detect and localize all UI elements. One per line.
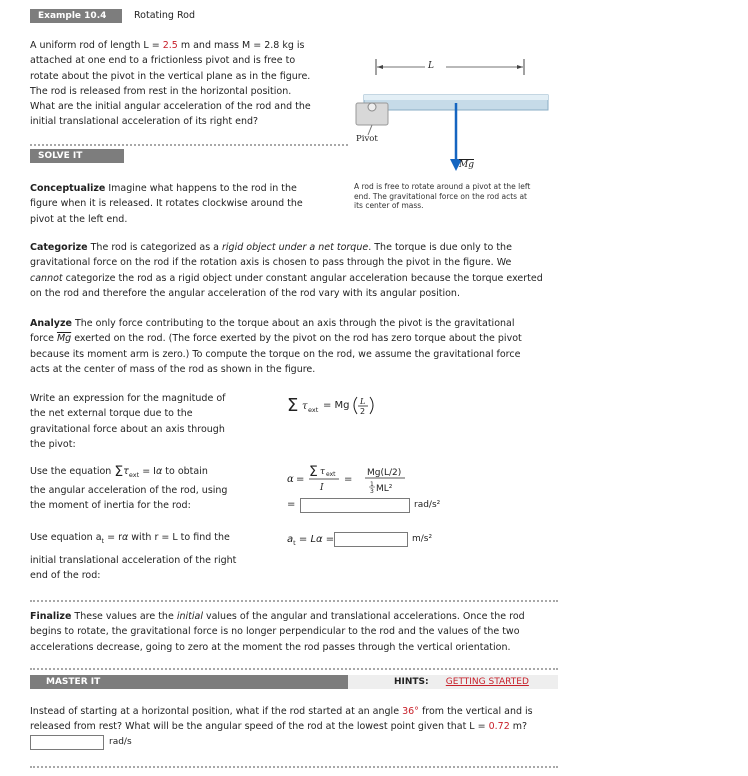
length-label: L — [428, 61, 434, 71]
accel-unit: m/s² — [412, 534, 433, 544]
svg-text:2: 2 — [360, 407, 366, 416]
angular-speed-unit: rad/s — [109, 737, 132, 747]
svg-text:Σ: Σ — [287, 395, 299, 416]
divider — [30, 668, 558, 670]
problem-statement: A uniform rod of length L = 2.5 m and mass M = 2.8 kg is attached at one end to a frictionless pivot and is free to rotate about the pivot in the vertical plane as in the figure. The rod is released from rest in the horizontal position. What are the initial angular acceleration of the rod and the initial translational acceleration of its right end? — [30, 40, 311, 128]
svg-text:τ: τ — [302, 401, 308, 412]
torque-equation — [287, 392, 407, 418]
alpha-equation — [287, 462, 417, 499]
svg-text:1: 1 — [370, 481, 374, 488]
alpha-unit: rad/s² — [414, 500, 441, 510]
pivot-label: Pivot — [356, 134, 378, 144]
rod-diagram — [350, 55, 550, 175]
master-it-text: Instead of starting at a horizontal position, what if the rod started at an angle 36° from the vertical and is released from rest? What will be the angular speed of the rod at the lowest point given that L = 0.72 m? — [30, 706, 533, 733]
categorize-section: Categorize The rod is categorized as a rigid object under a net torque. The torque is due only to the gravitational force on the rod if the rotation axis is chosen to pass through the pivot in the figure. We cannot categorize the rod as a rigid object under constant angular acceleration because the torque exerted on the rod and therefore the angular acceleration of the rod vary with its angular position. — [30, 242, 543, 299]
example-title: Rotating Rod — [134, 10, 195, 21]
hints-bar — [348, 675, 558, 689]
hints-label: HINTS: — [394, 677, 429, 687]
svg-text:I: I — [320, 483, 324, 493]
divider — [30, 144, 348, 146]
alpha-answer-input[interactable] — [300, 498, 410, 513]
svg-text:τ: τ — [320, 467, 325, 477]
divider — [30, 766, 558, 768]
svg-text:L: L — [360, 397, 366, 406]
analyze-section: Analyze The only force contributing to the torque about an axis through the pivot is the gravitational force $\overline{Mg}$ exerted on the rod. (The force exerted by the pivot on the rod has zero torque about the pivot because its moment arm is zero.) To compute the torque on the rod, we assume the gravitational force acts at the center of mass of the rod as shown in the figure. — [30, 318, 522, 375]
figure-caption: A rod is free to rotate around a pivot at the left end. The gravitational force on the rod acts at its center of mass. — [354, 182, 531, 210]
master-it-label: MASTER IT — [30, 675, 348, 689]
svg-text:=: = — [296, 474, 305, 485]
length-value-2: 0.72 — [488, 721, 510, 733]
svg-text:α: α — [287, 474, 294, 485]
angle-value: 36° — [402, 706, 419, 717]
getting-started-link[interactable]: GETTING STARTED — [445, 677, 529, 687]
length-value: 2.5 — [162, 40, 178, 51]
solve-it-label: SOLVE IT — [30, 149, 124, 163]
example-label: Example 10.4 — [30, 9, 122, 23]
equals-sign: = — [287, 499, 296, 510]
accel-equation: $a_t = L\alpha$ = — [287, 534, 335, 547]
svg-text:ML²: ML² — [376, 484, 393, 494]
svg-text:Σ: Σ — [309, 464, 318, 480]
svg-text:ext: ext — [308, 406, 319, 414]
step1-text: Write an expression for the magnitude of the net external torque due to the gravitational force about an axis through the pivot: — [30, 393, 226, 450]
step2-text: Use the equation $\Sigma\tau_{ext} = I\alpha$ to obtain the angular acceleration of the rod, using the moment of inertia for the rod: — [30, 464, 228, 512]
angular-speed-input[interactable] — [30, 735, 104, 750]
svg-text:ext: ext — [326, 471, 336, 478]
divider — [30, 600, 558, 602]
conceptualize-section: Conceptualize Imagine what happens to the rod in the figure when it is released. It rotates clockwise around the pivot at the left end. — [30, 183, 303, 225]
finalize-section: Finalize These values are the initial values of the angular and translational accelerations. Once the rod begins to rotate, the gravitational force is no longer perpendicular to the rod and the values of the two accelerations decrease, going to zero at the moment the rod passes through the vertical orientation. — [30, 611, 525, 653]
svg-text:=: = — [344, 474, 353, 485]
svg-text:Mg(L/2): Mg(L/2) — [367, 468, 402, 478]
svg-text:3: 3 — [370, 488, 374, 495]
rod-figure — [350, 55, 550, 175]
step3-text: Use equation $a_t = r\alpha$ with r = L to find the initial translational acceleration of the right end of the rod: — [30, 532, 237, 582]
force-label: $\overline{Mg}$ — [459, 160, 474, 170]
accel-answer-input[interactable] — [334, 532, 408, 547]
svg-text:= Mg: = Mg — [323, 400, 350, 411]
